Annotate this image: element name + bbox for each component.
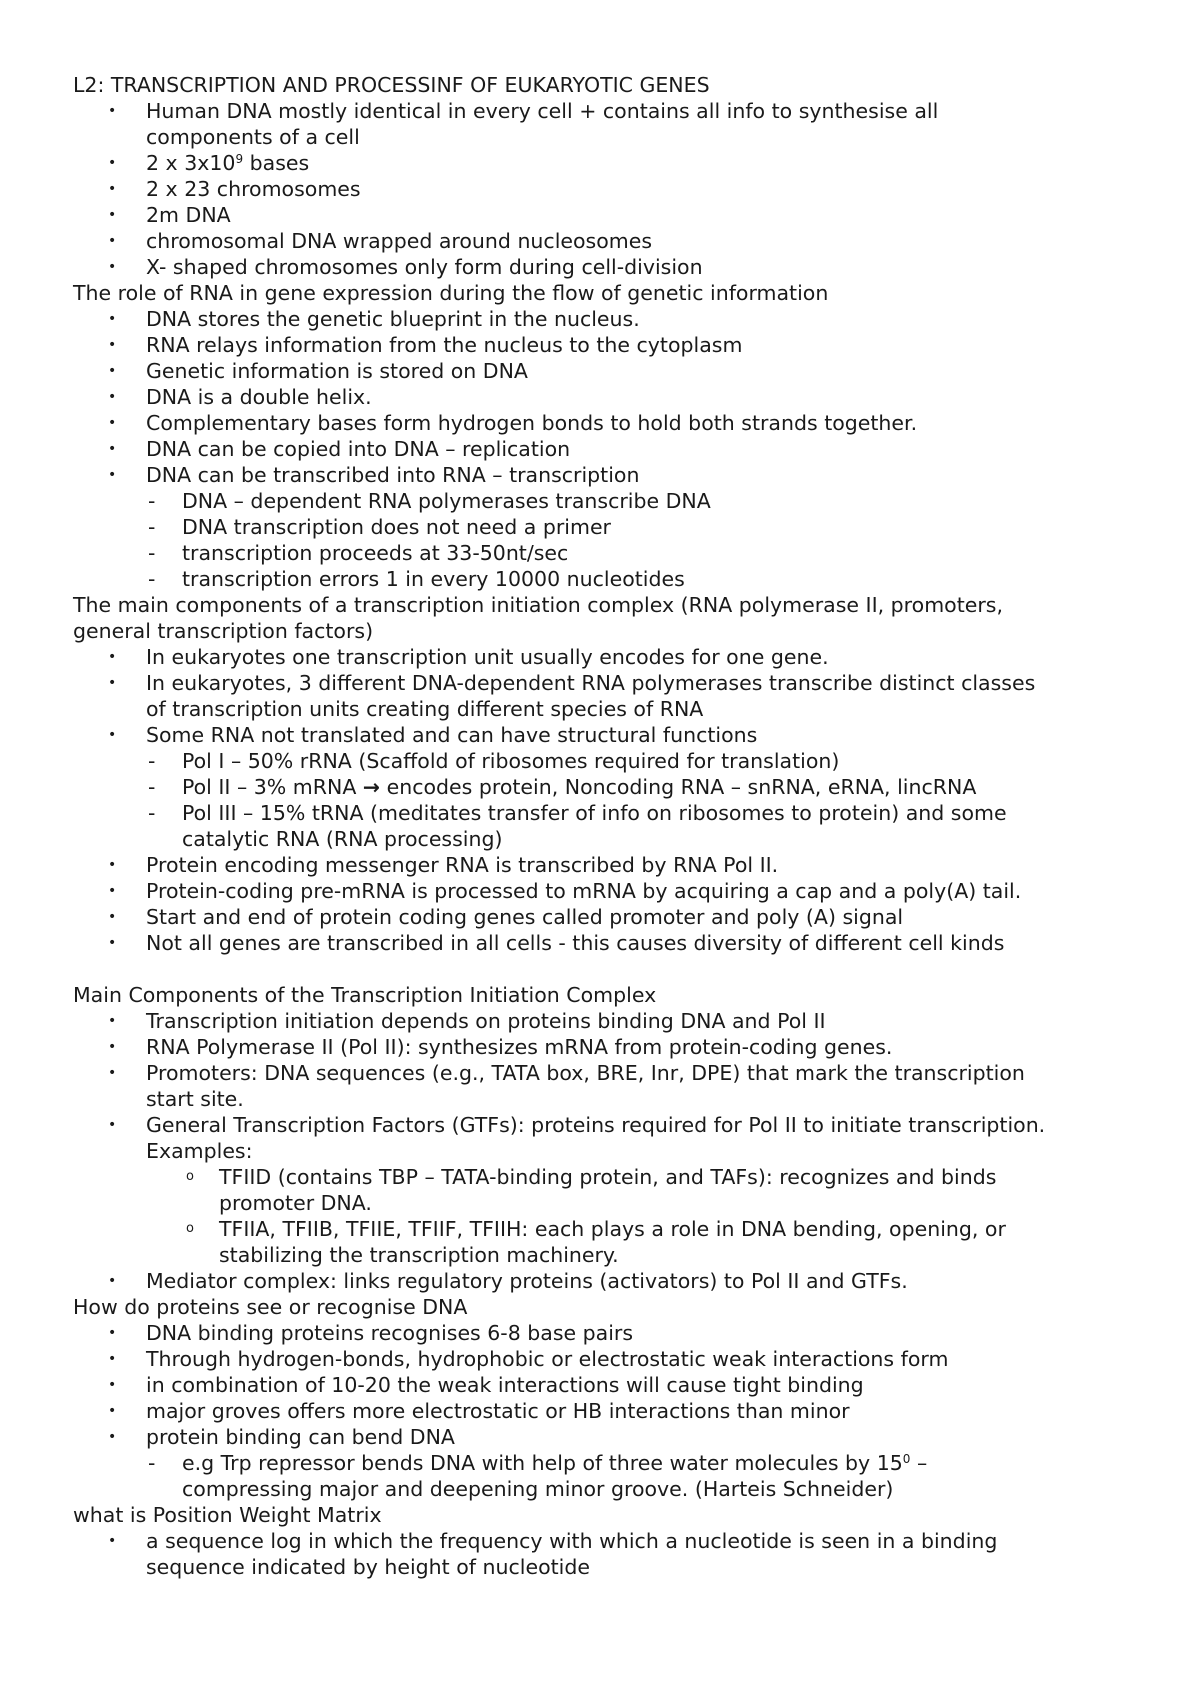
list-item: • DNA binding proteins recognises 6-8 base pairs <box>108 1321 634 1345</box>
list-item: • Complementary bases form hydrogen bonds to hold both strands together. <box>108 411 918 435</box>
section-heading: what is Position Weight Matrix <box>73 1503 382 1527</box>
list-item-continuation: start site. <box>146 1087 244 1111</box>
circle-bullet-icon: o <box>186 1169 194 1184</box>
bullet-icon: • <box>108 1351 117 1367</box>
list-item: • 2 x 23 chromosomes <box>108 177 361 201</box>
sub-sub-list-item-continuation: promoter DNA. <box>219 1191 372 1215</box>
list-item: • In eukaryotes, 3 different DNA-dependent RNA polymerases transcribe distinct classes <box>108 671 1036 695</box>
list-item: • Protein-coding pre-mRNA is processed to mRNA by acquiring a cap and a poly(A) tail. <box>108 879 1022 903</box>
list-item: • General Transcription Factors (GTFs): proteins required for Pol II to initiate transcription. <box>108 1113 1046 1137</box>
sub-list-item: - Pol I – 50% rRNA (Scaffold of ribosomes required for translation) <box>148 749 840 773</box>
list-item: • RNA relays information from the nucleus to the cytoplasm <box>108 333 743 357</box>
bullet-icon: • <box>108 727 117 743</box>
bullet-icon: • <box>108 415 117 431</box>
section-heading: Main Components of the Transcription Initiation Complex <box>73 983 657 1007</box>
list-item: • Not all genes are transcribed in all cells - this causes diversity of different cell kinds <box>108 931 1005 955</box>
bullet-icon: • <box>108 311 117 327</box>
bullet-icon: • <box>108 1377 117 1393</box>
sub-list-item: - transcription errors 1 in every 10000 nucleotides <box>148 567 685 591</box>
bullet-icon: • <box>108 935 117 951</box>
bullet-icon: • <box>108 103 117 119</box>
bullet-icon: • <box>108 1533 117 1549</box>
list-item: • RNA Polymerase II (Pol II): synthesizes mRNA from protein-coding genes. <box>108 1035 893 1059</box>
bullet-icon: • <box>108 181 117 197</box>
list-item: • Transcription initiation depends on proteins binding DNA and Pol II <box>108 1009 826 1033</box>
bullet-icon: • <box>108 909 117 925</box>
bullet-icon: • <box>108 207 117 223</box>
dash-icon: - <box>148 515 156 539</box>
list-item: • Some RNA not translated and can have structural functions <box>108 723 758 747</box>
bullet-icon: • <box>108 337 117 353</box>
list-item: • protein binding can bend DNA <box>108 1425 455 1449</box>
list-item: • 2m DNA <box>108 203 231 227</box>
bullet-icon: • <box>108 259 117 275</box>
list-item: • DNA stores the genetic blueprint in the nucleus. <box>108 307 640 331</box>
dash-icon: - <box>148 1451 156 1475</box>
list-item: • 2 x $3x10^9$ bases <box>108 151 310 175</box>
bullet-icon: • <box>108 389 117 405</box>
sub-list-item: - DNA – dependent RNA polymerases transcribe DNA <box>148 489 711 513</box>
bullet-icon: • <box>108 363 117 379</box>
sub-list-item: - e.g Trp repressor bends DNA with help of three water molecules by $15^0$ – <box>148 1451 928 1475</box>
section-heading: How do proteins see or recognise DNA <box>73 1295 468 1319</box>
bullet-icon: • <box>108 1273 117 1289</box>
list-item: • DNA can be copied into DNA – replication <box>108 437 571 461</box>
bullet-icon: • <box>108 1325 117 1341</box>
page-title: L2: TRANSCRIPTION AND PROCESSINF OF EUKARYOTIC GENES <box>73 73 710 97</box>
bullet-icon: • <box>108 1039 117 1055</box>
bullet-icon: • <box>108 883 117 899</box>
bullet-icon: • <box>108 467 117 483</box>
bullet-icon: • <box>108 649 117 665</box>
list-item: • DNA can be transcribed into RNA – transcription <box>108 463 640 487</box>
sub-list-item: - DNA transcription does not need a primer <box>148 515 611 539</box>
list-item: • Genetic information is stored on DNA <box>108 359 528 383</box>
list-item-continuation: components of a cell <box>146 125 360 149</box>
bullet-icon: • <box>108 1013 117 1029</box>
dash-icon: - <box>148 749 156 773</box>
dash-icon: - <box>148 489 156 513</box>
arrow-right-icon: → <box>362 775 381 799</box>
list-item-continuation: of transcription units creating different species of RNA <box>146 697 704 721</box>
list-item: • major groves offers more electrostatic or HB interactions than minor <box>108 1399 850 1423</box>
list-item: • X- shaped chromosomes only form during cell-division <box>108 255 703 279</box>
dash-icon: - <box>148 567 156 591</box>
list-item: • a sequence log in which the frequency with which a nucleotide is seen in a binding <box>108 1529 998 1553</box>
list-item: • In eukaryotes one transcription unit usually encodes for one gene. <box>108 645 829 669</box>
section-heading: The main components of a transcription initiation complex (RNA polymerase II, promoters, <box>73 593 1003 617</box>
sub-list-item: - Pol II – 3% mRNA → encodes protein, Noncoding RNA – snRNA, eRNA, lincRNA <box>148 775 977 799</box>
list-item-continuation: Examples: <box>146 1139 253 1163</box>
bullet-icon: • <box>108 441 117 457</box>
sub-list-item-continuation: compressing major and deepening minor groove. (Harteis Schneider) <box>182 1477 894 1501</box>
sub-sub-list-item: o TFIID (contains TBP – TATA-binding protein, and TAFs): recognizes and binds <box>186 1165 997 1189</box>
bullet-icon: • <box>108 1429 117 1445</box>
list-item: • in combination of 10-20 the weak interactions will cause tight binding <box>108 1373 864 1397</box>
list-item: • Human DNA mostly identical in every cell + contains all info to synthesise all <box>108 99 939 123</box>
sub-sub-list-item: o TFIIA, TFIIB, TFIIE, TFIIF, TFIIH: each plays a role in DNA bending, opening, or <box>186 1217 1006 1241</box>
section-heading: The role of RNA in gene expression during the flow of genetic information <box>73 281 829 305</box>
dash-icon: - <box>148 801 156 825</box>
list-item: • DNA is a double helix. <box>108 385 372 409</box>
list-item: • Through hydrogen-bonds, hydrophobic or electrostatic weak interactions form <box>108 1347 949 1371</box>
bullet-icon: • <box>108 1065 117 1081</box>
section-heading-continuation: general transcription factors) <box>73 619 374 643</box>
sub-list-item: - Pol III – 15% tRNA (meditates transfer of info on ribosomes to protein) and some <box>148 801 1007 825</box>
sub-sub-list-item-continuation: stabilizing the transcription machinery. <box>219 1243 619 1267</box>
sub-list-item: - transcription proceeds at 33-50nt/sec <box>148 541 569 565</box>
list-item: • Start and end of protein coding genes called promoter and poly (A) signal <box>108 905 904 929</box>
bullet-icon: • <box>108 1117 117 1133</box>
sub-list-item-continuation: catalytic RNA (RNA processing) <box>182 827 503 851</box>
list-item: • Protein encoding messenger RNA is transcribed by RNA Pol II. <box>108 853 779 877</box>
bullet-icon: • <box>108 1403 117 1419</box>
dash-icon: - <box>148 775 156 799</box>
bullet-icon: • <box>108 675 117 691</box>
circle-bullet-icon: o <box>186 1221 194 1236</box>
list-item: • Mediator complex: links regulatory proteins (activators) to Pol II and GTFs. <box>108 1269 908 1293</box>
dash-icon: - <box>148 541 156 565</box>
list-item-continuation: sequence indicated by height of nucleotide <box>146 1555 590 1579</box>
bullet-icon: • <box>108 155 117 171</box>
list-item: • chromosomal DNA wrapped around nucleosomes <box>108 229 653 253</box>
blank-line <box>0 956 1200 982</box>
bullet-icon: • <box>108 233 117 249</box>
list-item: • Promoters: DNA sequences (e.g., TATA box, BRE, Inr, DPE) that mark the transcription <box>108 1061 1025 1085</box>
bullet-icon: • <box>108 857 117 873</box>
